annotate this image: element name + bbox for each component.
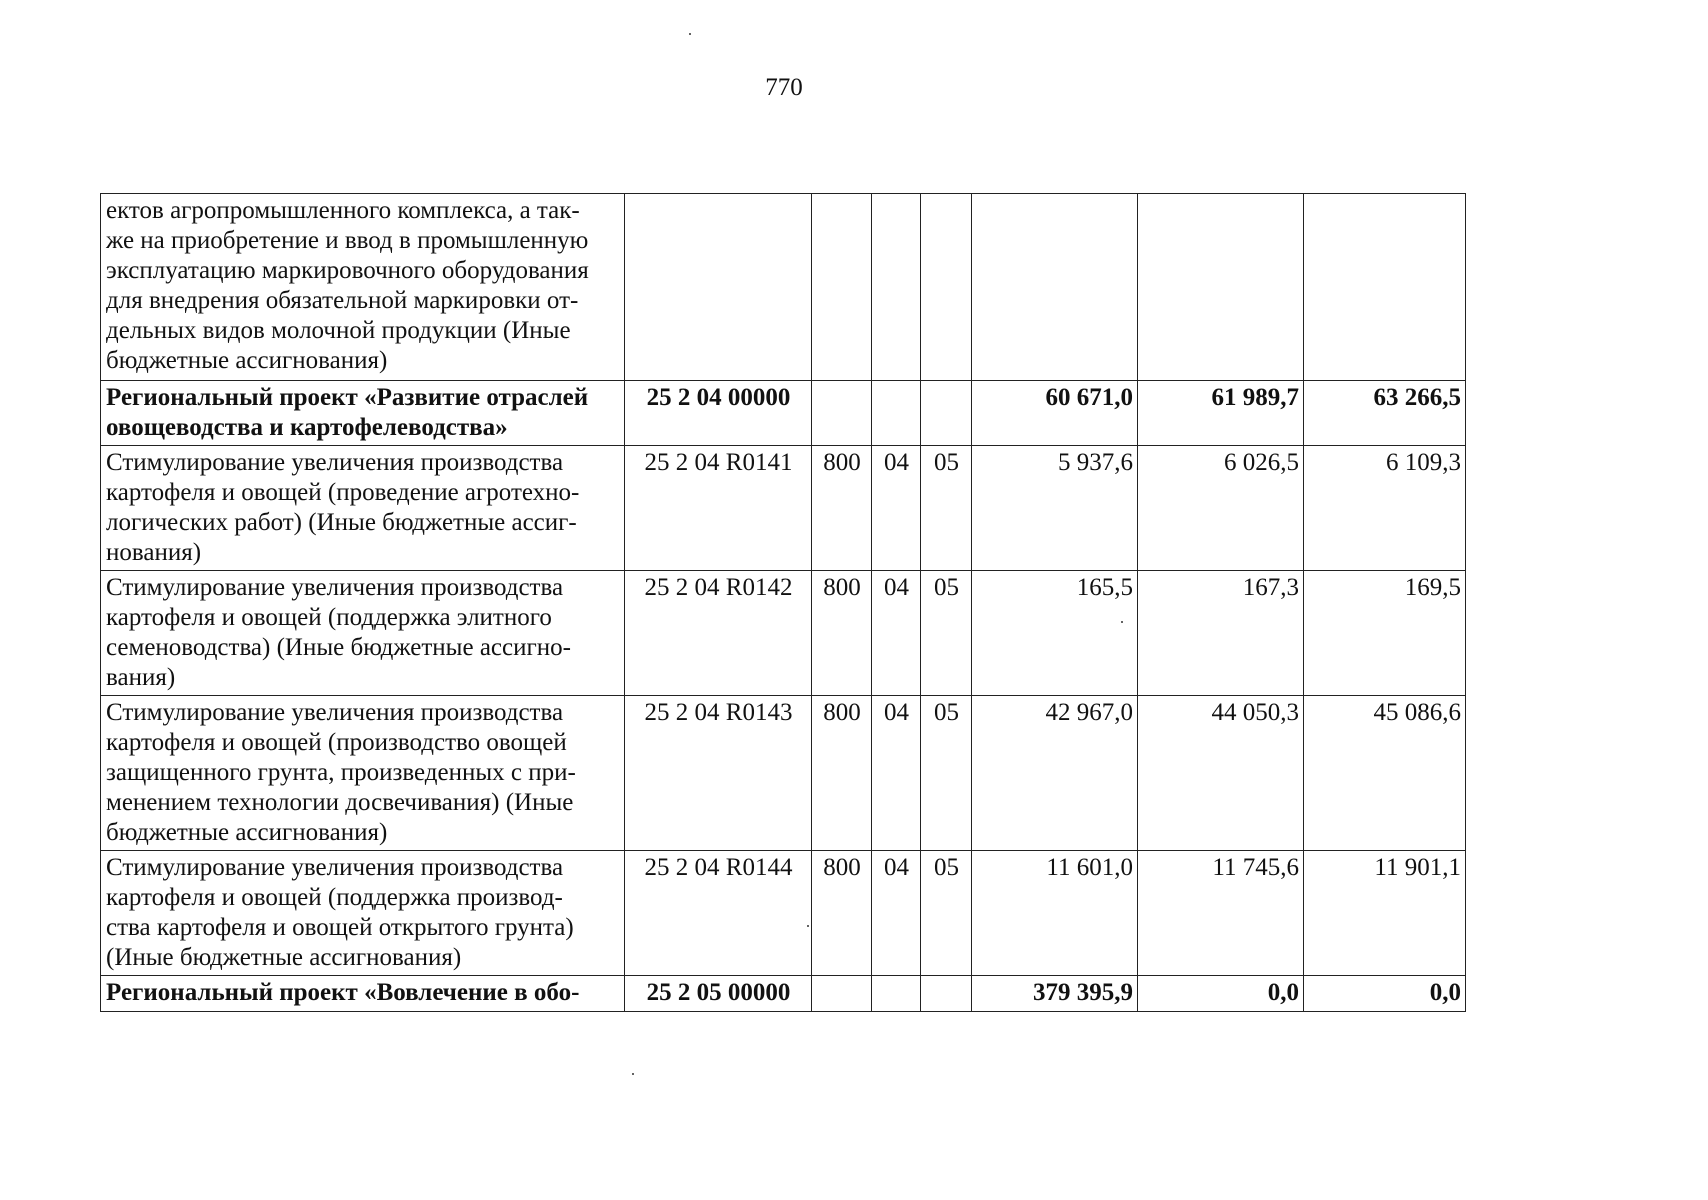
item-name-line: Стимулирование увеличения производства <box>106 574 564 601</box>
amount-year3-cell: 11 901,1 <box>1304 851 1466 976</box>
subsection-cell: 05 <box>921 446 972 571</box>
target-code-cell: 25 2 04 R0141 <box>625 446 812 571</box>
target-code-cell: 25 2 05 00000 <box>625 976 812 1012</box>
target-code-cell: 25 2 04 R0143 <box>625 696 812 851</box>
amount-year2-cell: 167,3 <box>1138 571 1304 696</box>
item-name-line: же на приобретение и ввод в промышленную <box>106 227 589 254</box>
subsection-cell: 05 <box>921 571 972 696</box>
item-name-cell <box>101 381 625 446</box>
expense-type-cell: 800 <box>812 446 872 571</box>
target-code-cell: 25 2 04 00000 <box>625 381 812 446</box>
expense-type-cell: 800 <box>812 851 872 976</box>
item-name-line: защищенного грунта, произведенных с при- <box>106 759 576 786</box>
amount-year3-cell: 169,5 <box>1304 571 1466 696</box>
target-code-cell: 25 2 04 R0144 <box>625 851 812 976</box>
table-body <box>101 194 1466 1012</box>
item-name-line: семеноводства) (Иные бюджетные ассигно- <box>106 634 571 661</box>
item-name-cell <box>101 446 625 571</box>
item-name-line: ектов агропромышленного комплекса, а так- <box>106 197 580 224</box>
item-name-line: картофеля и овощей (поддержка производ- <box>106 884 563 911</box>
item-name-line: ства картофеля и овощей открытого грунта) <box>106 914 574 941</box>
table-row <box>101 446 1466 571</box>
amount-year2-cell <box>1138 194 1304 381</box>
amount-year2-cell: 0,0 <box>1138 976 1304 1012</box>
section-cell: 04 <box>872 851 921 976</box>
subsection-cell <box>921 976 972 1012</box>
item-name-line: менением технологии досвечивания) (Иные <box>106 789 574 816</box>
amount-year3-cell: 6 109,3 <box>1304 446 1466 571</box>
table-row <box>101 851 1466 976</box>
item-name-line: картофеля и овощей (поддержка элитного <box>106 604 552 631</box>
item-name-line: овощеводства и картофелеводства» <box>106 414 508 441</box>
amount-year1-cell: 379 395,9 <box>972 976 1138 1012</box>
item-name-line: Стимулирование увеличения производства <box>106 699 564 726</box>
amount-year2-cell: 11 745,6 <box>1138 851 1304 976</box>
subsection-cell <box>921 194 972 381</box>
item-name-line: эксплуатацию маркировочного оборудования <box>106 257 589 284</box>
amount-year3-cell: 0,0 <box>1304 976 1466 1012</box>
item-name-cell <box>101 851 625 976</box>
amount-year1-cell: 60 671,0 <box>972 381 1138 446</box>
amount-year2-cell: 6 026,5 <box>1138 446 1304 571</box>
budget-table <box>100 193 1466 1012</box>
item-name-line: (Иные бюджетные ассигнования) <box>106 944 462 971</box>
item-name-line: картофеля и овощей (проведение агротехно- <box>106 479 580 506</box>
amount-year3-cell: 45 086,6 <box>1304 696 1466 851</box>
amount-year1-cell <box>972 194 1138 381</box>
expense-type-cell <box>812 381 872 446</box>
subsection-cell: 05 <box>921 696 972 851</box>
amount-year3-cell <box>1304 194 1466 381</box>
item-name-line: дельных видов молочной продукции (Иные <box>106 317 571 344</box>
item-name-line: Стимулирование увеличения производства <box>106 449 564 476</box>
expense-type-cell: 800 <box>812 571 872 696</box>
item-name-line: Стимулирование увеличения производства <box>106 854 564 881</box>
table-row <box>101 381 1466 446</box>
section-cell: 04 <box>872 571 921 696</box>
section-cell <box>872 381 921 446</box>
target-code-cell <box>625 194 812 381</box>
scan-speck <box>632 1073 634 1075</box>
table-row <box>101 194 1466 381</box>
amount-year3-cell: 63 266,5 <box>1304 381 1466 446</box>
amount-year1-cell: 11 601,0 <box>972 851 1138 976</box>
amount-year2-cell: 61 989,7 <box>1138 381 1304 446</box>
item-name-cell <box>101 976 625 1012</box>
expense-type-cell: 800 <box>812 696 872 851</box>
item-name-line: бюджетные ассигнования) <box>106 819 388 846</box>
page-number: 770 <box>765 74 803 101</box>
expense-type-cell <box>812 976 872 1012</box>
item-name-line: бюджетные ассигнования) <box>106 347 388 374</box>
table-row <box>101 696 1466 851</box>
item-name-line: нования) <box>106 539 202 566</box>
item-name-line: Региональный проект «Вовлечение в обо- <box>106 979 580 1006</box>
subsection-cell <box>921 381 972 446</box>
item-name-line: картофеля и овощей (производство овощей <box>106 729 567 756</box>
table-row <box>101 571 1466 696</box>
item-name-line: для внедрения обязательной маркировки от- <box>106 287 579 314</box>
item-name-line: вания) <box>106 664 176 691</box>
item-name-line: логических работ) (Иные бюджетные ассиг- <box>106 509 577 536</box>
section-cell: 04 <box>872 446 921 571</box>
section-cell: 04 <box>872 696 921 851</box>
item-name-line: Региональный проект «Развитие отраслей <box>106 384 589 411</box>
amount-year1-cell: 42 967,0 <box>972 696 1138 851</box>
item-name-cell <box>101 194 625 381</box>
item-name-cell <box>101 571 625 696</box>
subsection-cell: 05 <box>921 851 972 976</box>
section-cell <box>872 976 921 1012</box>
amount-year2-cell: 44 050,3 <box>1138 696 1304 851</box>
amount-year1-cell: 5 937,6 <box>972 446 1138 571</box>
target-code-cell: 25 2 04 R0142 <box>625 571 812 696</box>
scan-speck <box>689 33 691 35</box>
expense-type-cell <box>812 194 872 381</box>
amount-year1-cell: 165,5 <box>972 571 1138 696</box>
item-name-cell <box>101 696 625 851</box>
section-cell <box>872 194 921 381</box>
table-row <box>101 976 1466 1012</box>
